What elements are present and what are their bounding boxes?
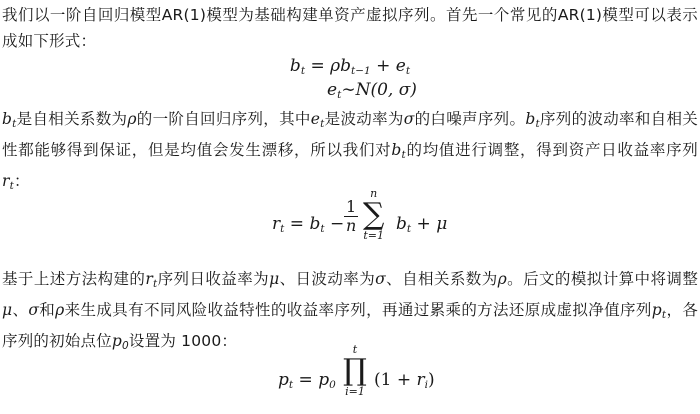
var-rho: ρ: [127, 110, 137, 128]
subscript-t: t: [288, 379, 294, 391]
fraction-denominator: n: [345, 216, 357, 235]
subscript-t: t: [12, 118, 17, 130]
var-e: e: [310, 110, 321, 128]
var-b: b: [2, 110, 13, 128]
subscript-t: t: [661, 309, 667, 321]
minus-sign: −: [324, 214, 345, 234]
intro-text-2: 模型为基础构建单资产虚拟序列。首先一个常见的: [206, 6, 558, 24]
subscript-zero: 0: [329, 379, 336, 391]
subscript-t: t: [320, 118, 325, 130]
var-rho: ρ: [55, 301, 65, 319]
equation-return: [0, 187, 700, 260]
subscript-t: t: [337, 89, 342, 101]
var-p: p: [278, 370, 289, 390]
var-sigma: σ: [28, 301, 40, 319]
text-segment: 序列日收益率为: [157, 270, 270, 288]
subscript-t: t: [405, 65, 411, 77]
equals-sign: =: [305, 56, 331, 76]
text-segment: 、自相关系数为: [385, 270, 498, 288]
text-segment: 、日波动率为: [279, 270, 376, 288]
text-segment: 。后文的模拟计算中将调整: [506, 270, 699, 288]
subscript-t: t: [535, 118, 540, 130]
var-p: p: [111, 332, 123, 350]
subscript-t-minus-1: t−1: [351, 65, 371, 77]
var-mu: μ: [2, 301, 13, 319]
equals-sign: =: [293, 370, 319, 390]
subscript-t: t: [320, 223, 325, 235]
var-mu: μ: [269, 270, 280, 288]
summation: [363, 188, 384, 242]
open-paren-one-plus: (1 +: [374, 370, 417, 390]
equation-net-value: [0, 343, 700, 414]
plus-sign: +: [411, 214, 437, 234]
plus-sign: +: [370, 56, 396, 76]
text-segment: 的均值进行调整，得到资产日收益率序列: [405, 141, 698, 159]
var-b: b: [391, 141, 402, 159]
var-rho: ρ: [330, 56, 341, 76]
paragraph-description: [2, 106, 698, 199]
product-lower-limit: i=1: [345, 385, 365, 398]
equals-sign: =: [284, 214, 310, 234]
var-b: b: [396, 214, 407, 234]
var-sigma: σ: [375, 270, 386, 288]
var-rho: ρ: [497, 270, 507, 288]
subscript-t: t: [401, 149, 406, 161]
var-b: b: [309, 214, 321, 234]
var-r: r: [416, 370, 425, 390]
var-b: b: [289, 56, 301, 76]
var-p: p: [651, 301, 662, 319]
sum-lower-limit: t=1: [363, 229, 385, 242]
normal-distribution: ∼N(0, σ): [341, 80, 417, 100]
subscript-i: i: [424, 379, 428, 391]
paragraph-intro: [2, 2, 698, 54]
subscript-t: t: [406, 223, 412, 235]
ar1-label: AR(1): [161, 6, 207, 24]
text-segment: 的一阶自回归序列，其中: [136, 110, 311, 128]
subscript-t: t: [300, 65, 306, 77]
intro-text-3: 模型可以表示成如下形式：: [2, 6, 699, 50]
product: [343, 344, 367, 398]
var-b: b: [340, 56, 351, 76]
var-e: e: [327, 80, 338, 100]
var-b: b: [525, 110, 536, 128]
text-segment: 的白噪声序列。: [414, 110, 526, 128]
var-mu: μ: [436, 214, 448, 234]
text-segment: 和: [39, 301, 56, 319]
ar1-label: AR(1): [557, 6, 603, 24]
fraction-numerator: 1: [346, 197, 357, 216]
equation-ar1: [0, 56, 700, 77]
product-upper-limit: t: [352, 343, 358, 356]
text-segment: ，各序列的初始点位: [2, 301, 699, 350]
pi-symbol: ∏: [343, 353, 367, 388]
text-segment: 序列的波动率和自相关性都能够得到保证，但是均值会发生漂移，所以我们对: [2, 110, 698, 159]
sum-upper-limit: n: [370, 187, 378, 200]
text-segment: 基于上述方法构建的: [2, 270, 146, 288]
var-sigma: σ: [403, 110, 415, 128]
text-segment: 设置为 1000：: [128, 332, 238, 350]
subscript-zero: 0: [122, 340, 129, 352]
text-segment: 来生成具有不同风险收益特性的收益率序列，再通过累乘的方法还原成虚拟净值序列: [64, 301, 652, 319]
close-paren: ): [428, 370, 435, 390]
text-segment: 、: [12, 301, 29, 319]
subscript-t: t: [152, 278, 158, 290]
var-r: r: [145, 270, 153, 288]
var-r: r: [272, 214, 281, 234]
subscript-t: t: [280, 223, 285, 235]
intro-text-1: 我们以一阶自回归模型: [2, 6, 162, 24]
subscript-t: t: [9, 180, 15, 192]
text-segment: 是自相关系数为: [16, 110, 128, 128]
sigma-symbol: ∑: [363, 197, 385, 232]
text-segment: ：: [14, 172, 30, 190]
fraction-one-over-n: [344, 198, 358, 235]
text-segment: 是波动率为: [324, 110, 404, 128]
var-r: r: [2, 172, 10, 190]
var-e: e: [395, 56, 406, 76]
equation-noise: [22, 80, 700, 101]
var-p: p: [318, 370, 330, 390]
